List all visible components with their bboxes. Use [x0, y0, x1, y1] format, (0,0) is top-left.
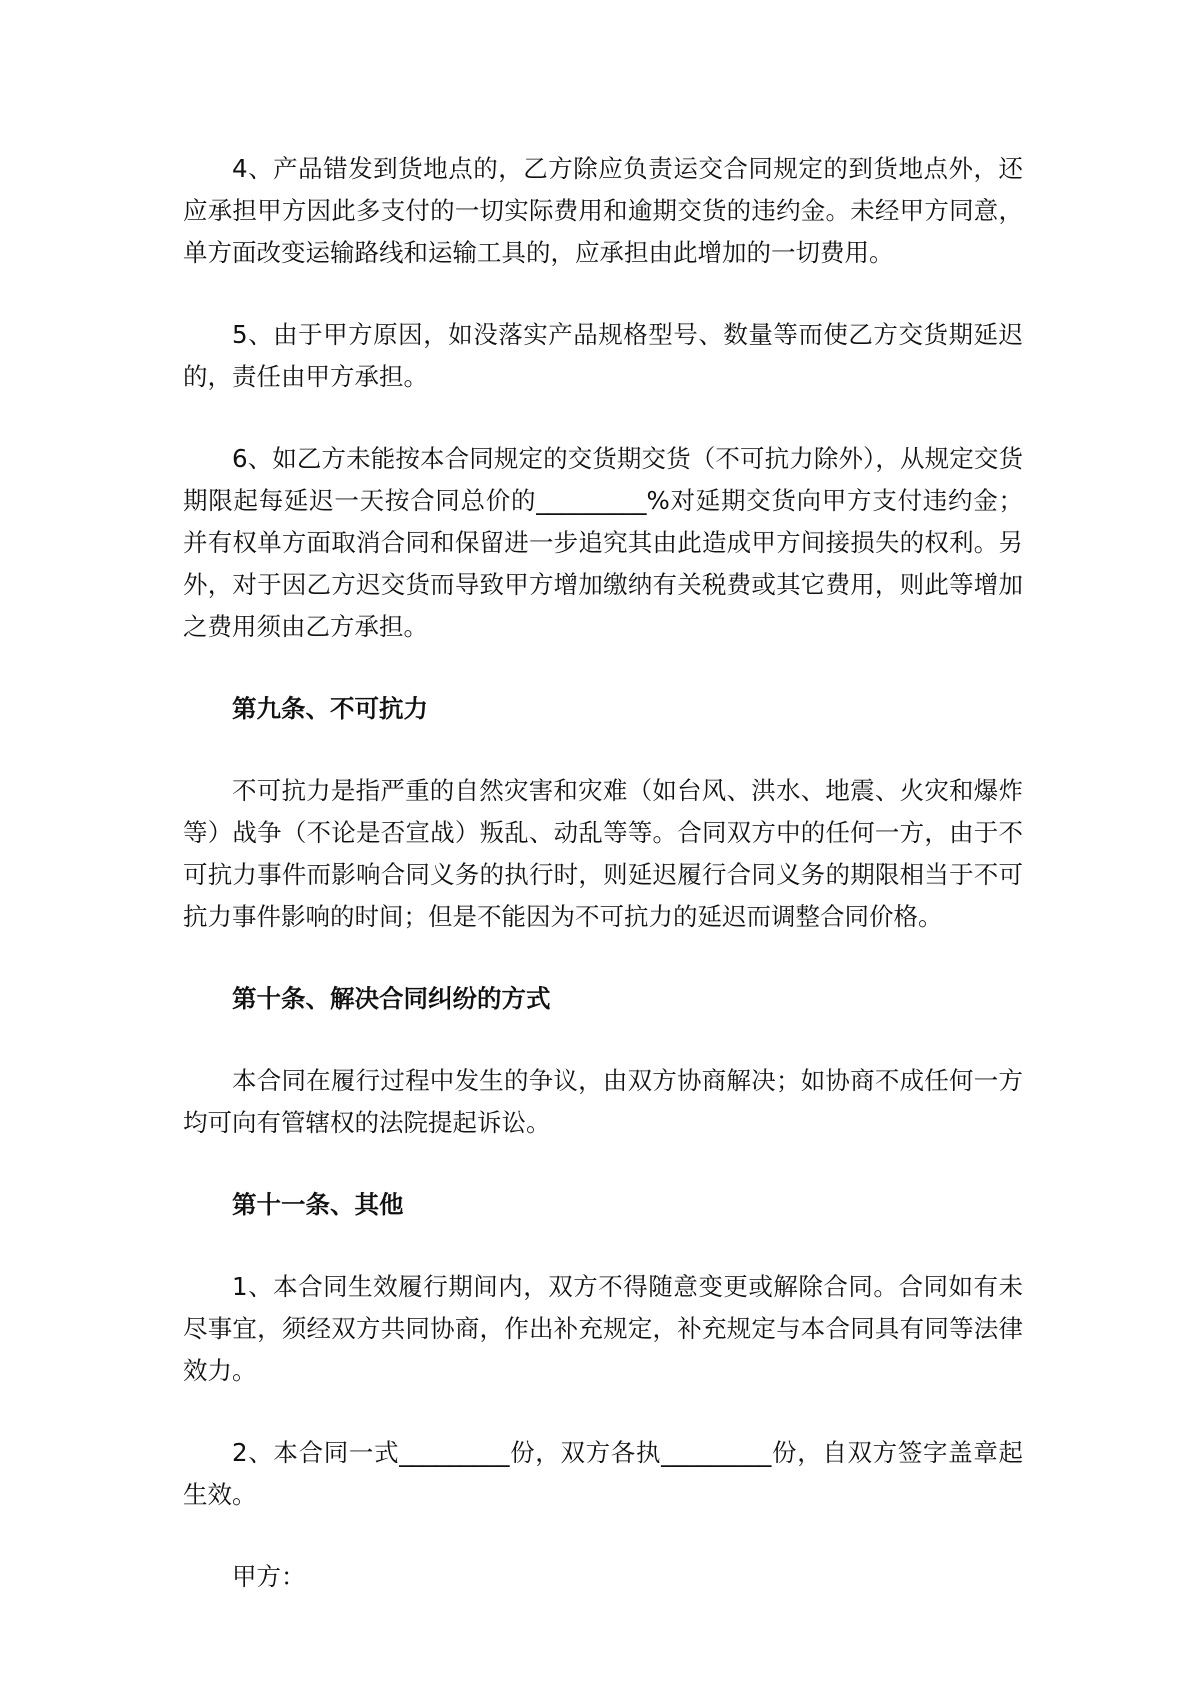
clause10-heading: 第十条、解决合同纠纷的方式 — [232, 984, 551, 1013]
clause8-item4: 4、产品错发到货地点的，乙方除应负责运交合同规定的到货地点外，还应承担甲方因此多支付的一切实际费用和逾期交货的违约金。未经甲方同意，单方面改变运输路线和运输工具的，应承担由此增加的一切费用。 — [183, 154, 1023, 267]
clause11-item1: 1、本合同生效履行期间内，双方不得随意变更或解除合同。合同如有未尽事宜，须经双方共同协商，作出补充规定，补充规定与本合同具有同等法律效力。 — [183, 1272, 1023, 1385]
party-a-label: 甲方： — [232, 1562, 306, 1591]
clause11-item2: 2、本合同一式_________份，双方各执_________份，自双方签字盖章起生效。 — [183, 1438, 1023, 1509]
document-body — [183, 148, 1023, 1598]
clause10-text: 本合同在履行过程中发生的争议，由双方协商解决；如协商不成任何一方均可向有管辖权的法院提起诉讼。 — [183, 1066, 1023, 1137]
clause11-heading: 第十一条、其他 — [232, 1190, 404, 1219]
clause9-heading: 第九条、不可抗力 — [232, 694, 428, 723]
clause9-text: 不可抗力是指严重的自然灾害和灾难（如台风、洪水、地震、火灾和爆炸等）战争（不论是否宣战）叛乱、动乱等等。合同双方中的任何一方，由于不可抗力事件而影响合同义务的执行时，则延迟履行合同义务的期限相当于不可抗力事件影响的时间；但是不能因为不可抗力的延迟而调整合同价格。 — [183, 776, 1023, 931]
clause8-item6: 6、如乙方未能按本合同规定的交货期交货（不可抗力除外），从规定交货期限起每延迟一天按合同总价的_________%对延期交货向甲方支付违约金；并有权单方面取消合同和保留进一步追究其由此造成甲方间接损失的权利。另外，对于因乙方迟交货而导致甲方增加缴纳有关税费或其它费用，则此等增加之费用须由乙方承担。 — [183, 444, 1023, 641]
clause8-item5: 5、由于甲方原因，如没落实产品规格型号、数量等而使乙方交货期延迟的，责任由甲方承担。 — [183, 320, 1023, 391]
